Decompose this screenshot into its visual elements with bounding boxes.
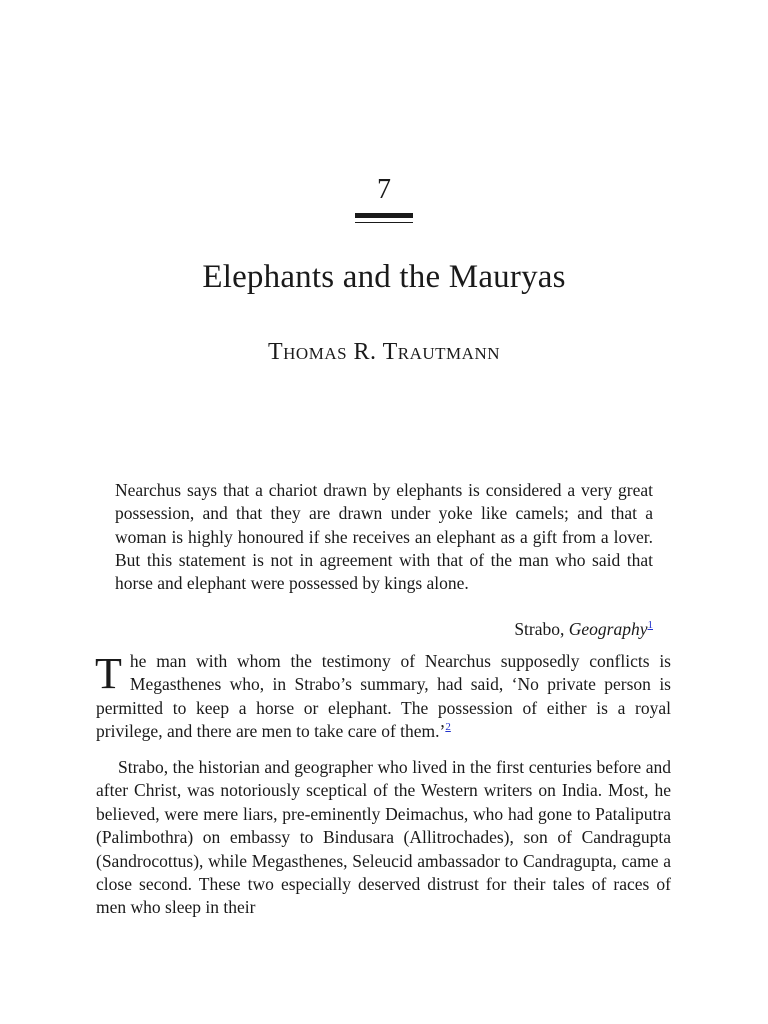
chapter-author: Thomas R. Trautmann [267, 339, 501, 365]
body-paragraph-1 [96, 650, 671, 744]
footnote-ref-1 [648, 619, 654, 631]
epigraph-quote: Nearchus says that a chariot drawn by elephants is considered a very great possession, and that they are drawn under yoke like camels; and that a woman is highly honoured if she receives an elephant as a gift from a lover. But this statement is not in agreement with that of the man who said that horse and elephant were possessed by kings alone. [115, 480, 653, 594]
footnote-ref-2 [445, 721, 451, 733]
epigraph-source-work: Geography [568, 619, 648, 639]
epigraph-source [115, 618, 653, 641]
chapter-number: 7 [377, 174, 391, 205]
chapter-title: Elephants and the Mauryas [202, 259, 566, 295]
epigraph-source-author: Strabo, [514, 619, 569, 639]
body-paragraph-2: Strabo, the historian and geographer who lived in the first centuries before and after Christ, was notoriously sceptical of the Western writers on India. Most, he believed, were mere liars, pre-eminently Deimachus, who had gone to Pataliputra (Palimbothra) on embassy to Bindusara (Allitrochades), son of Candragupta (Sandrocottus), while Megasthenes, Seleucid ambassador to Candragupta, came a close second. These two especially deserved distrust for their tales of races of men who sleep in their [96, 757, 671, 918]
paragraph-1-text: he man with whom the testimony of Nearchus supposedly conflicts is Megasthenes who, in Strabo’s summary, had said, ‘No private person is permitted to keep a horse or elephant. The possession of either is a royal privilege, and there are men to take care of them.’ [96, 651, 671, 742]
drop-cap: T [95, 649, 122, 698]
chapter-rule-thin [355, 222, 413, 223]
chapter-rule-thick [355, 213, 413, 218]
footnote-link-2[interactable]: 2 [445, 721, 451, 734]
footnote-link-1[interactable]: 1 [647, 619, 653, 631]
